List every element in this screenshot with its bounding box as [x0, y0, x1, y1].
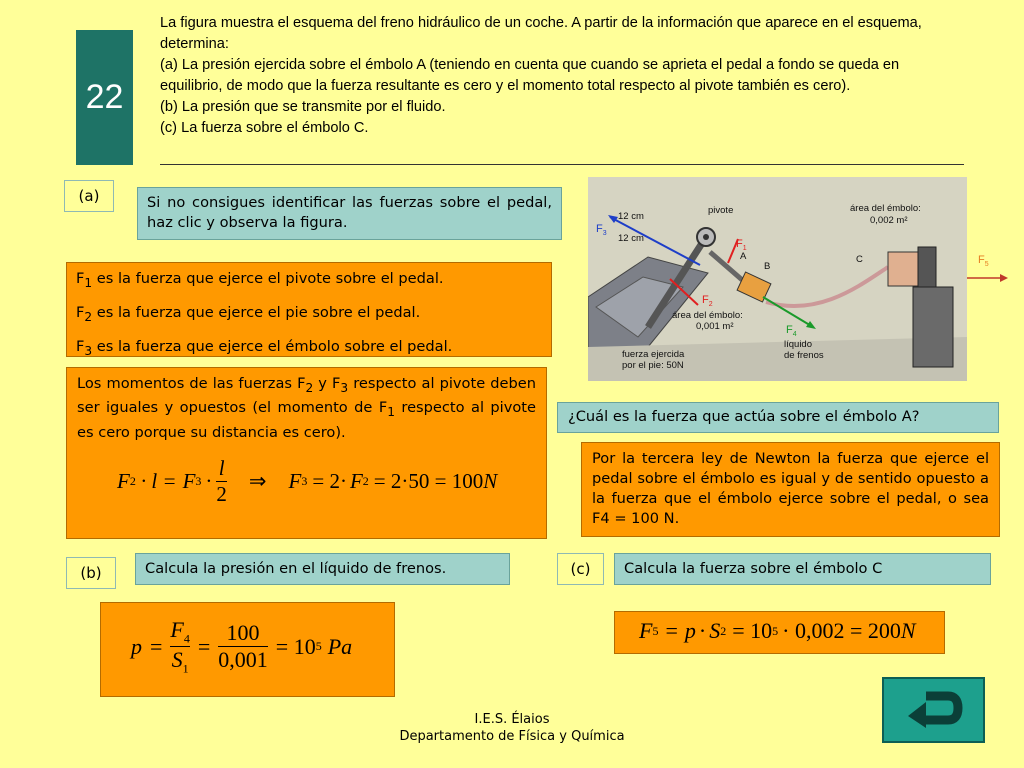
fig-length-2: 12 cm [618, 233, 644, 244]
brake-diagram-svg [588, 177, 967, 381]
question-text: ¿Cuál es la fuerza que actúa sobre el émbolo A? [568, 408, 920, 425]
problem-number-badge [76, 30, 133, 165]
prompt-b-text: Calcula la presión en el líquido de frenos. [145, 560, 447, 577]
force-c-equation: F 5 = p · S 2 = 10 5 · 0,002 = 200 N [639, 618, 916, 643]
fig-a-label: A [740, 251, 747, 262]
problem-number: 22 [85, 78, 124, 116]
header-divider [160, 164, 964, 165]
hint-text: Si no consigues identificar las fuerzas sobre el pedal, haz clic y observa la figura. [147, 194, 552, 231]
question-box[interactable] [557, 402, 999, 433]
fig-b-label: B [764, 261, 771, 272]
svg-text:F1: $F_1$ [736, 238, 747, 252]
fig-pivot-label: pivote [708, 205, 734, 216]
problem-statement [160, 13, 960, 139]
school-name: I.E.S. Élaios [474, 712, 550, 727]
fig-foot-2: por el pie: 50N [622, 360, 684, 371]
department-name: Departamento de Física y Química [399, 729, 625, 744]
svg-text:F2: $F_2$ [702, 294, 713, 308]
part-b-tag [66, 557, 116, 589]
statement-part-c: (c) La fuerza sobre el émbolo C. [160, 120, 369, 136]
force-f2-text: $F_2$ es la fuerza que ejerce el pie sobre el pedal. [76, 303, 421, 324]
part-c-tag [557, 553, 604, 585]
brake-diagram[interactable] [588, 177, 967, 381]
newton-answer-text: Por la tercera ley de Newton la fuerza que ejerce el pedal sobre el émbolo es igual y de sentido opuesto a la fuerza que el émbolo ejerce sobre el pedal, o sea F4 = 100 N. [592, 450, 989, 527]
fig-area-bot-1: área del émbolo: [672, 310, 743, 321]
force-f3-text: $F_3$ es la fuerza que ejerce el émbolo sobre el pedal. [76, 337, 453, 358]
footer [0, 711, 1024, 745]
prompt-c-text: Calcula la fuerza sobre el émbolo C [624, 560, 883, 577]
f5-arrow [965, 250, 1010, 290]
pressure-equation-box [100, 602, 395, 697]
fig-area-top-2: 0,002 m² [870, 215, 908, 226]
part-c-label: (c) [570, 560, 591, 578]
fig-length-1: 12 cm [618, 211, 644, 222]
fig-area-bot-2: 0,001 m² [696, 321, 734, 332]
svg-text:F5: $F_5$ [978, 254, 989, 268]
part-b-label: (b) [80, 564, 102, 582]
fig-liquid-1: líquido [784, 339, 812, 350]
pressure-equation: p = $\frac{F_4}{S_1}$ = $\frac{100}{0,001}$ = 10 5 Pa [131, 617, 353, 676]
fig-liquid-2: de frenos [784, 350, 824, 361]
force-c-equation-box [614, 611, 945, 654]
prompt-b-box[interactable] [135, 553, 510, 585]
force-f1-text: $F_1$ es la fuerza que ejerce el pivote sobre el pedal. [76, 270, 444, 290]
moment-equation: F 2 · l = F 3 · $\frac{l}{2}$ ⇒ F 3 = 2· F 2 = 2·50 = 100 N [117, 456, 498, 506]
statement-part-b: (b) La presión que se transmite por el fluido. [160, 99, 446, 115]
svg-text:F3: $F_3$ [596, 223, 607, 237]
statement-intro: La figura muestra el esquema del freno hidráulico de un coche. A partir de la información que aparece en el esquema, determina: [160, 15, 922, 52]
fig-c-label: C [856, 254, 863, 265]
moments-text: Los momentos de las fuerzas $F_2$ y $F_3$ respecto al pivote deben ser iguales y opuestos (el momento de $F_1$ respecto al pivote es cero porque su distancia es cero). [77, 375, 537, 441]
statement-part-a: (a) La presión ejercida sobre el émbolo A (teniendo en cuenta que cuando se aprieta el pedal a fondo se queda en equilibrio, de modo que la fuerza resultante es cero y el momento total respecto al pivote también es cero). [160, 57, 900, 94]
prompt-c-box[interactable] [614, 553, 991, 585]
fig-foot-1: fuerza ejercida [622, 349, 685, 360]
fig-area-top-1: área del émbolo: [850, 203, 921, 214]
hint-box[interactable] [137, 187, 562, 240]
svg-text:F4: $F_4$ [786, 324, 797, 338]
newton-answer-box [581, 442, 1000, 537]
part-a-label: (a) [78, 187, 100, 205]
forces-box [66, 262, 552, 357]
part-a-tag [64, 180, 114, 212]
moments-box [66, 367, 547, 539]
